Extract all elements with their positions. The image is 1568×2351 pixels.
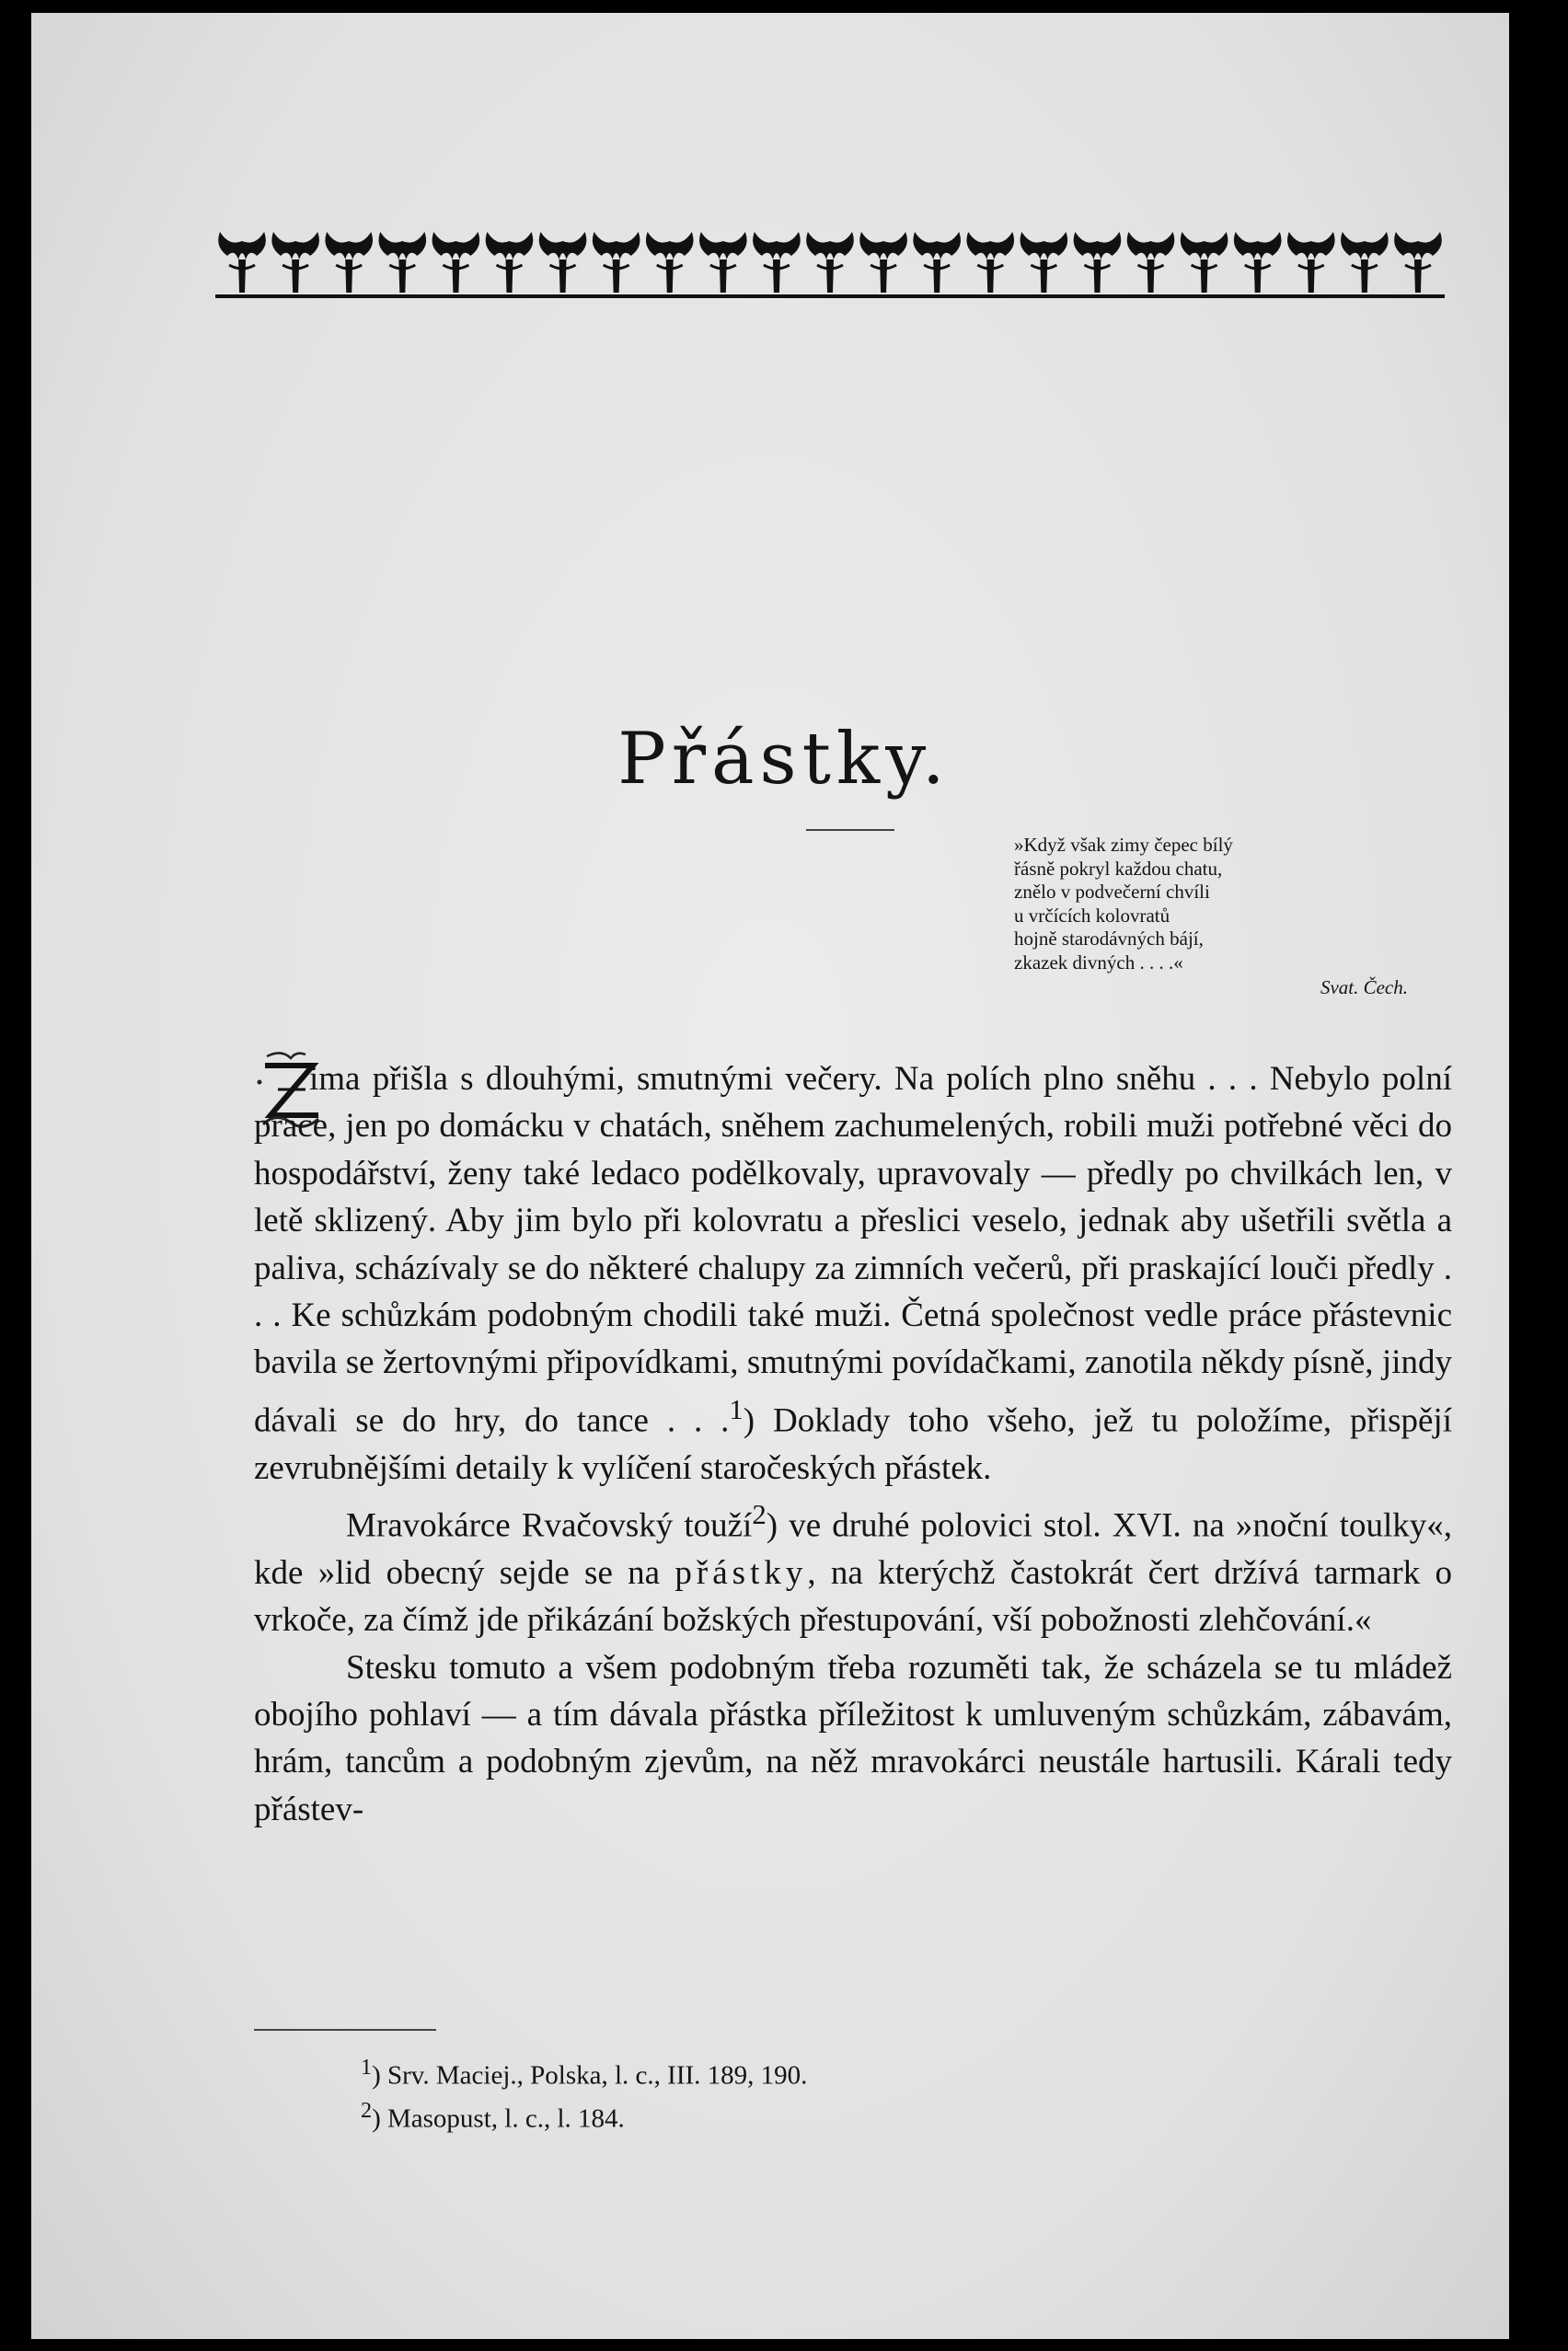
lily-motif (966, 232, 1014, 293)
lily-motif (1074, 232, 1122, 293)
epigraph (1014, 834, 1419, 1000)
paragraph (254, 1492, 1452, 1644)
lily-motif (379, 232, 427, 293)
lily-motif (1234, 232, 1282, 293)
epigraph-line: zkazek divných . . . .« (1014, 951, 1183, 974)
footnote-rule (254, 2029, 436, 2031)
lily-flower-border-icon (215, 219, 1445, 311)
footnote-mark: 2 (361, 2097, 373, 2123)
lily-motif (593, 232, 640, 293)
main-text (254, 1055, 1452, 1833)
epigraph-source: Svat. Čech. (1320, 976, 1408, 998)
lily-motif (432, 232, 480, 293)
lily-motif (1127, 232, 1175, 293)
footnotes (361, 2050, 1189, 2136)
paragraph-text: , na kterýchž častokrát čert držívá tarmark o vrkoče, za čímž jde přikázání božských přestupování, vší pobožnosti zlehčování.« (254, 1553, 1453, 1640)
lily-motif (539, 232, 587, 293)
lily-motif (1394, 232, 1442, 293)
spaced-word: přástky (674, 1553, 808, 1592)
paragraph: Stesku tomuto a všem podobným třeba rozuměti tak, že scházela se tu mládež obojího pohlaví — a tím dávala přástka příležitost k umluveným schůzkám, zábavám, hrám, tancům a podobným zjevům, na něž mravokárci neustále hartusili. Kárali tedy přástev- (254, 1648, 1452, 1828)
epigraph-line: řásně pokryl každou chatu, (1014, 857, 1223, 880)
paragraph-text: ) ve druhé polovici stol. XVI. na »noční toulky«, kde »lid obecný sejde se na (254, 1506, 1452, 1592)
lily-motif (486, 232, 534, 293)
epigraph-line: hojně starodávných bájí, (1014, 928, 1204, 950)
ornament-baseline (215, 294, 1445, 298)
lily-motif (806, 232, 854, 293)
footnote-ref[interactable]: 2 (752, 1498, 767, 1530)
chapter-title: Přástky. (617, 718, 951, 801)
footnote-ref[interactable]: 1 (729, 1393, 744, 1425)
lily-motif (325, 232, 373, 293)
paragraph-text: Mravokárce Rvačovský touží (346, 1506, 753, 1545)
footnote-text: ) Srv. Maciej., Polska, l. c., III. 189, 190. (372, 2060, 808, 2091)
lily-motif (271, 232, 319, 293)
footnote-mark: 1 (361, 2055, 373, 2080)
paragraph (254, 1055, 1452, 1492)
lily-motif (1341, 232, 1389, 293)
footnote (361, 2093, 1189, 2137)
lily-motif (218, 232, 266, 293)
footnote-text: ) Masopust, l. c., l. 184. (372, 2103, 625, 2134)
paragraph-text: ima přišla s dlouhými, smutnými večery. Na polích plno sněhu . . . Nebylo polní práce, jen po domácku v chatách, sněhem zachumelených, robili muži potřebné věci do hospodářství, ženy také ledaco podělkovaly, upravovaly — předly po chvilkách len, v letě sklizený. Aby jim bylo při kolovratu a přeslici veselo, jednak aby ušetřili světla a paliva, scházívaly se do některé chalupy za zimních večerů, při praskající louči předly . . . Ke schůzkám podobným chodili také muži. Četná společnost vedle práce přástevnic bavila se žertovnými připovídkami, smutnými povídačkami, zanotila někdy písně, jindy dávali se do hry, do tance . . . (254, 1060, 1452, 1440)
lily-motif (646, 232, 694, 293)
epigraph-line: u vrčících kolovratů (1014, 904, 1170, 927)
lily-motif (913, 232, 961, 293)
lily-motif (1181, 232, 1228, 293)
epigraph-line: »Když však zimy čepec bílý (1014, 834, 1233, 856)
lily-motif (699, 232, 747, 293)
lily-motif (1287, 232, 1335, 293)
epigraph-line: znělo v podvečerní chvíli (1014, 881, 1210, 903)
footnote (361, 2050, 1189, 2093)
lily-motif (1020, 232, 1068, 293)
paragraph-text: ) Doklady toho všeho, jež tu položíme, přispějí zevrubnějšími detaily k vylíčení staročeských přástek. (254, 1401, 1452, 1487)
lily-motif (859, 232, 907, 293)
lily-motif (753, 232, 801, 293)
title-rule (806, 829, 894, 831)
